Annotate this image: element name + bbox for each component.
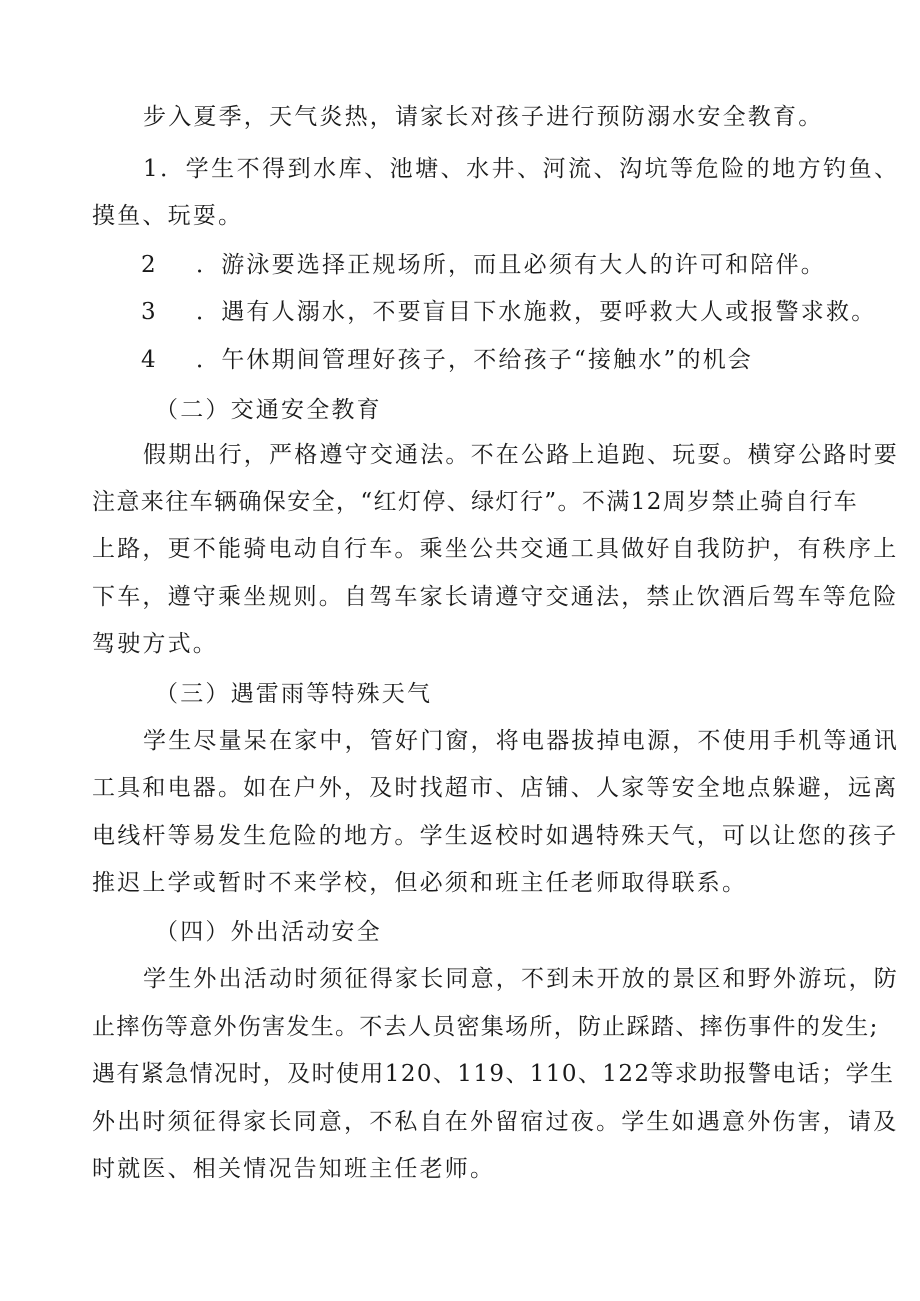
traffic-line-3: 上路，更不能骑电动自行车。乘坐公共交通工具做好自我防护，有秩序上 xyxy=(92,536,899,562)
traffic-line-4: 下车，遵守乘坐规则。自驾车家长请遵守交通法，禁止饮酒后驾车等危险 xyxy=(92,584,899,610)
water-item-3-text: ．遇有人溺水，不要盲目下水施救，要呼救大人或报警求救。 xyxy=(196,299,877,325)
water-item-4-text: ．午休期间管理好孩子，不给孩子“接触水”的机会 xyxy=(196,347,754,373)
outing-heading: （四）外出活动安全 xyxy=(155,919,382,945)
traffic-line-2: 注意来往车辆确保安全，“红灯停、绿灯行”。不满12周岁禁止骑自行车 xyxy=(92,489,858,515)
water-item-2-number: 2 xyxy=(141,252,156,278)
outing-line-4: 外出时须征得家长同意，不私自在外留宿过夜。学生如遇意外伤害，请及 xyxy=(92,1109,899,1135)
outing-line-3: 遇有紧急情况时，及时使用120、119、110、122等求助报警电话；学生 xyxy=(92,1061,895,1087)
water-item-1-line-2: 摸鱼、玩耍。 xyxy=(92,203,244,229)
weather-line-1: 学生尽量呆在家中，管好门窗，将电器拔掉电源，不使用手机等通讯 xyxy=(143,728,899,754)
traffic-heading: （二）交通安全教育 xyxy=(155,397,382,423)
water-intro: 步入夏季，天气炎热，请家长对孩子进行预防溺水安全教育。 xyxy=(143,104,824,130)
outing-line-5: 时就医、相关情况告知班主任老师。 xyxy=(92,1156,496,1182)
water-item-3-number: 3 xyxy=(141,299,156,325)
water-item-1-line-1: 1．学生不得到水库、池塘、水井、河流、沟坑等危险的地方钓鱼、 xyxy=(143,156,900,182)
weather-line-4: 推迟上学或暂时不来学校，但必须和班主任老师取得联系。 xyxy=(92,870,748,896)
traffic-line-5: 驾驶方式。 xyxy=(92,631,218,657)
outing-line-2: 止摔伤等意外伤害发生。不去人员密集场所，防止踩踏、摔伤事件的发生; xyxy=(92,1014,879,1040)
traffic-line-1: 假期出行，严格遵守交通法。不在公路上追跑、玩耍。横穿公路时要 xyxy=(143,442,899,468)
water-item-4-number: 4 xyxy=(141,347,156,373)
weather-heading: （三）遇雷雨等特殊天气 xyxy=(155,681,433,707)
outing-line-1: 学生外出活动时须征得家长同意，不到未开放的景区和野外游玩，防 xyxy=(143,966,899,992)
weather-line-3: 电线杆等易发生危险的地方。学生返校时如遇特殊天气，可以让您的孩子 xyxy=(92,823,899,849)
water-item-2-text: ．游泳要选择正规场所，而且必须有大人的许可和陪伴。 xyxy=(196,252,826,278)
weather-line-2: 工具和电器。如在户外，及时找超市、店铺、人家等安全地点躲避，远离 xyxy=(92,775,899,801)
